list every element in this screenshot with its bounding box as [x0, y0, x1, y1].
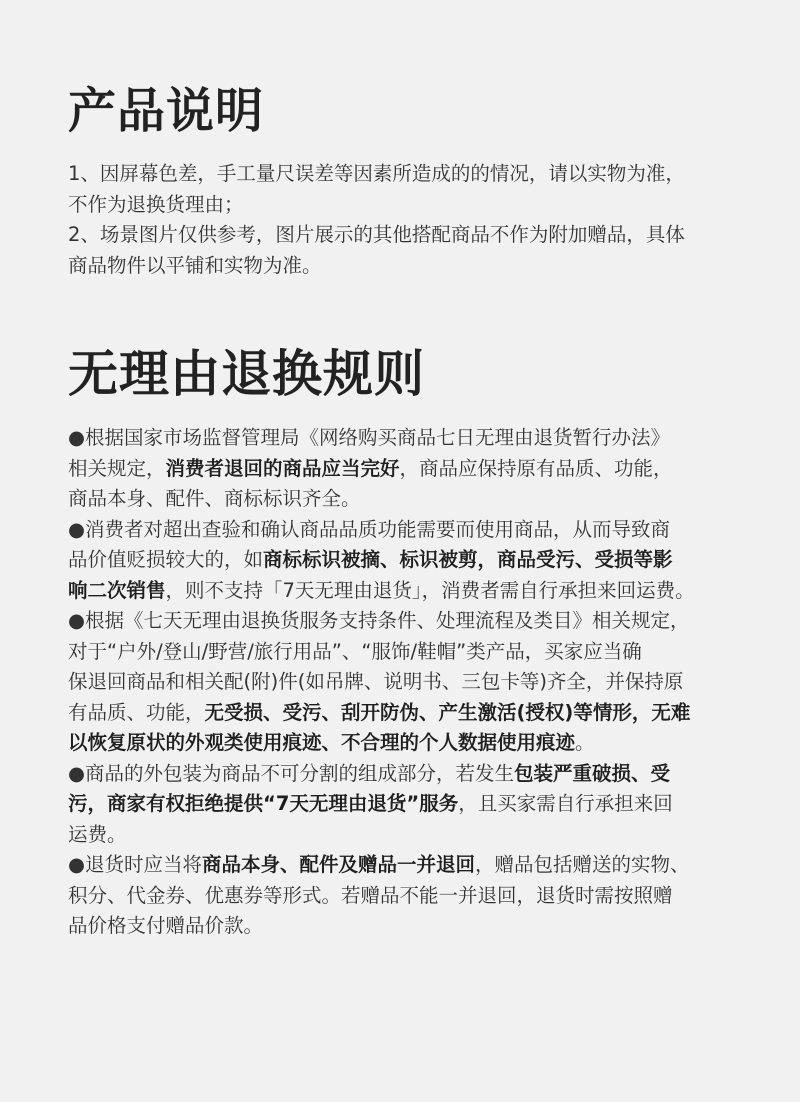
rule-text: 。: [575, 731, 595, 754]
rule-5-line: [68, 850, 738, 881]
rule-2-line: [68, 545, 738, 576]
rule-4-line: [68, 789, 738, 820]
rule-1-line: 商品本身、配件、商标标识齐全。: [68, 487, 361, 510]
rule-text: ●退货时应当将: [68, 853, 203, 876]
rule-1-line: ●根据国家市场监督管理局《网络购买商品七日无理由退货暂行办法》: [68, 426, 671, 449]
rule-emphasis: 包装严重破损、受: [514, 761, 671, 785]
return-rules-list: [68, 423, 738, 942]
product-note-line: 2、场景图片仅供参考，图片展示的其他搭配商品不作为附加赠品，具体: [68, 223, 685, 246]
product-note-line: 不作为退换货理由；: [68, 192, 244, 216]
rule-text: ，且买家需自行承担来回: [458, 792, 673, 815]
rule-3-line: 对于“户外/登山/野营/旅行用品”、“服饰/鞋帽”类产品，买家应当确: [68, 639, 642, 663]
rule-text: 品价值贬损较大的，如: [68, 548, 264, 571]
rule-emphasis: 消费者退回的商品应当完好: [165, 456, 400, 480]
rule-text: 相关规定，: [68, 456, 166, 480]
rule-5-line: 积分、代金券、优惠券等形式。若赠品不能一并退回，退货时需按照赠: [68, 883, 673, 907]
rule-5-line: 品价格支付赠品价款。: [68, 914, 264, 937]
rule-text: ，则不支持「7天无理由退货」，消费者需自行承担来回运费。: [165, 578, 695, 602]
rule-3-line: ●根据《七天无理由退换货服务支持条件、处理流程及类目》相关规定，: [68, 609, 690, 632]
product-description-title: 产品说明: [68, 83, 265, 139]
rule-emphasis: 以恢复原状的外观类使用痕迹、不合理的个人数据使用痕迹: [68, 731, 576, 754]
rule-emphasis: 商品本身、配件及赠品一并退回: [202, 853, 476, 876]
product-notes: [68, 159, 738, 281]
rule-text: ，商品应保持原有品质、功能，: [399, 456, 673, 480]
rule-text: ●商品的外包装为商品不可分割的组成部分，若发生: [68, 761, 515, 785]
rule-3-line: [68, 698, 738, 729]
rule-emphasis: 商标标识被摘、标识被剪，商品受污、受损等影: [263, 548, 673, 571]
rule-3-line: [68, 728, 738, 759]
rule-text: ，赠品包括赠送的实物、: [475, 853, 690, 876]
return-rules-title: 无理由退换规则: [68, 345, 425, 403]
rule-1-line: [68, 454, 738, 485]
rule-3-line: 保退回商品和相关配(附)件(如吊牌、说明书、三包卡等)齐全，并保持原: [68, 670, 684, 693]
rule-emphasis: 响二次销售: [68, 578, 166, 602]
rule-4-line: 运费。: [68, 822, 127, 846]
rule-emphasis: 无受损、受污、刮开防伪、产生激活(授权)等情形，无难: [204, 700, 691, 724]
rule-4-line: [68, 759, 738, 790]
product-note-line: 1、因屏幕色差，手工量尺误差等因素所造成的的情况，请以实物为准，: [68, 162, 685, 185]
rule-text: 有品质、功能，: [68, 700, 205, 724]
rule-emphasis: 污，商家有权拒绝提供“7天无理由退货”服务: [68, 792, 459, 815]
rule-2-line: [68, 576, 738, 607]
rule-2-line: ●消费者对超出查验和确认商品品质功能需要而使用商品，从而导致商: [68, 517, 671, 541]
product-note-line: 商品物件以平铺和实物为准。: [68, 253, 322, 277]
